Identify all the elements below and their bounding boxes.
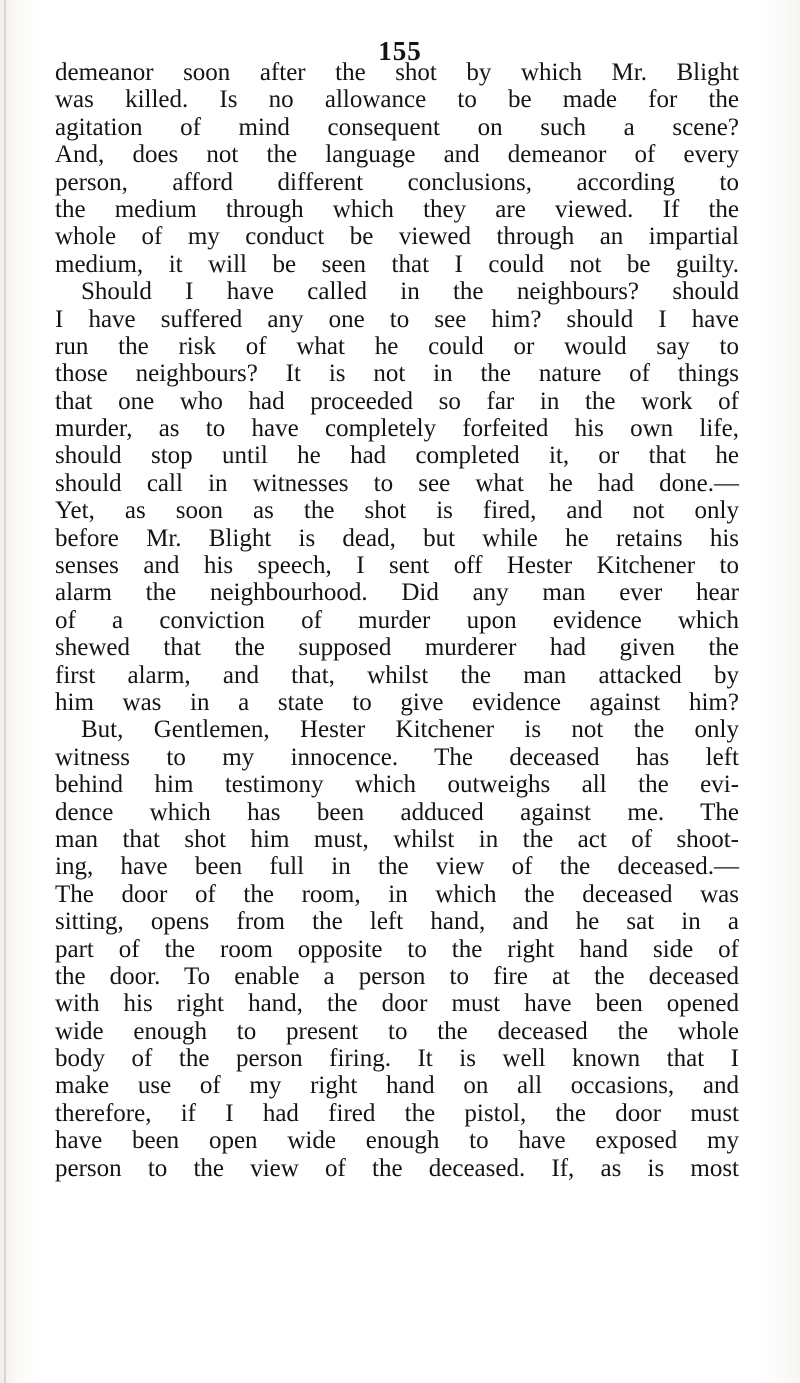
text-line: run the risk of what he could or would say to [55, 332, 739, 360]
text-line: that one who had proceeded so far in the work of [55, 387, 739, 415]
text-line: witness to my innocence. The deceased has left [55, 743, 739, 771]
text-line: But, Gentlemen, Hester Kitchener is not the only [81, 716, 739, 744]
text-line: Should I have called in the neighbours? should [81, 278, 739, 306]
text-line: wide enough to present to the deceased the whole [55, 1017, 739, 1045]
text-line: should stop until he had completed it, or that he [55, 442, 739, 470]
text-line: part of the room opposite to the right hand side of [55, 935, 739, 963]
text-line: with his right hand, the door must have been opened [55, 990, 739, 1018]
text-line: medium, it will be seen that I could not be guilty. [55, 250, 739, 278]
text-line: first alarm, and that, whilst the man attacked by [55, 661, 739, 689]
text-line: make use of my right hand on all occasions, and [55, 1072, 739, 1100]
text-line: ing, have been full in the view of the deceased.— [55, 853, 739, 881]
text-line: I have suffered any one to see him? should I have [55, 305, 739, 333]
text-line: therefore, if I had fired the pistol, the door must [55, 1099, 739, 1127]
text-line: whole of my conduct be viewed through an impartial [55, 223, 739, 251]
text-line: alarm the neighbourhood. Did any man ever hear [55, 579, 739, 607]
text-line: have been open wide enough to have exposed my [55, 1127, 739, 1155]
text-line: person to the view of the deceased. If, as is most [55, 1154, 739, 1182]
text-line: body of the person firing. It is well known that I [55, 1045, 739, 1073]
text-line: And, does not the language and demeanor of every [55, 141, 739, 169]
text-line: him was in a state to give evidence against him? [55, 688, 739, 716]
text-line: was killed. Is no allowance to be made for the [55, 86, 739, 114]
text-line: the medium through which they are viewed. If the [55, 195, 739, 223]
text-line: Yet, as soon as the shot is fired, and not only [55, 497, 739, 525]
text-line: senses and his speech, I sent off Hester Kitchener to [55, 552, 739, 580]
text-line: before Mr. Blight is dead, but while he retains his [55, 524, 739, 552]
text-line: dence which has been adduced against me. The [55, 798, 739, 826]
text-line: agitation of mind consequent on such a scene? [55, 113, 739, 141]
text-line: behind him testimony which outweighs all the evi- [55, 771, 739, 799]
text-line: The door of the room, in which the deceased was [55, 880, 739, 908]
text-line: sitting, opens from the left hand, and he sat in a [55, 908, 739, 936]
text-line: should call in witnesses to see what he had done.— [55, 469, 739, 497]
text-line: the door. To enable a person to fire at the deceased [55, 962, 739, 990]
text-line: person, afford different conclusions, according to [55, 168, 739, 196]
text-line: those neighbours? It is not in the nature of things [55, 360, 739, 388]
text-line: man that shot him must, whilst in the act of shoot- [55, 825, 739, 853]
text-line: of a conviction of murder upon evidence which [55, 606, 739, 634]
body-text [55, 59, 739, 1182]
text-line: shewed that the supposed murderer had given the [55, 634, 739, 662]
text-line: demeanor soon after the shot by which Mr. Blight [55, 59, 739, 86]
text-line: murder, as to have completely forfeited his own life, [55, 415, 739, 443]
page-number: 155 [378, 36, 422, 66]
page-left-edge [4, 0, 6, 1383]
